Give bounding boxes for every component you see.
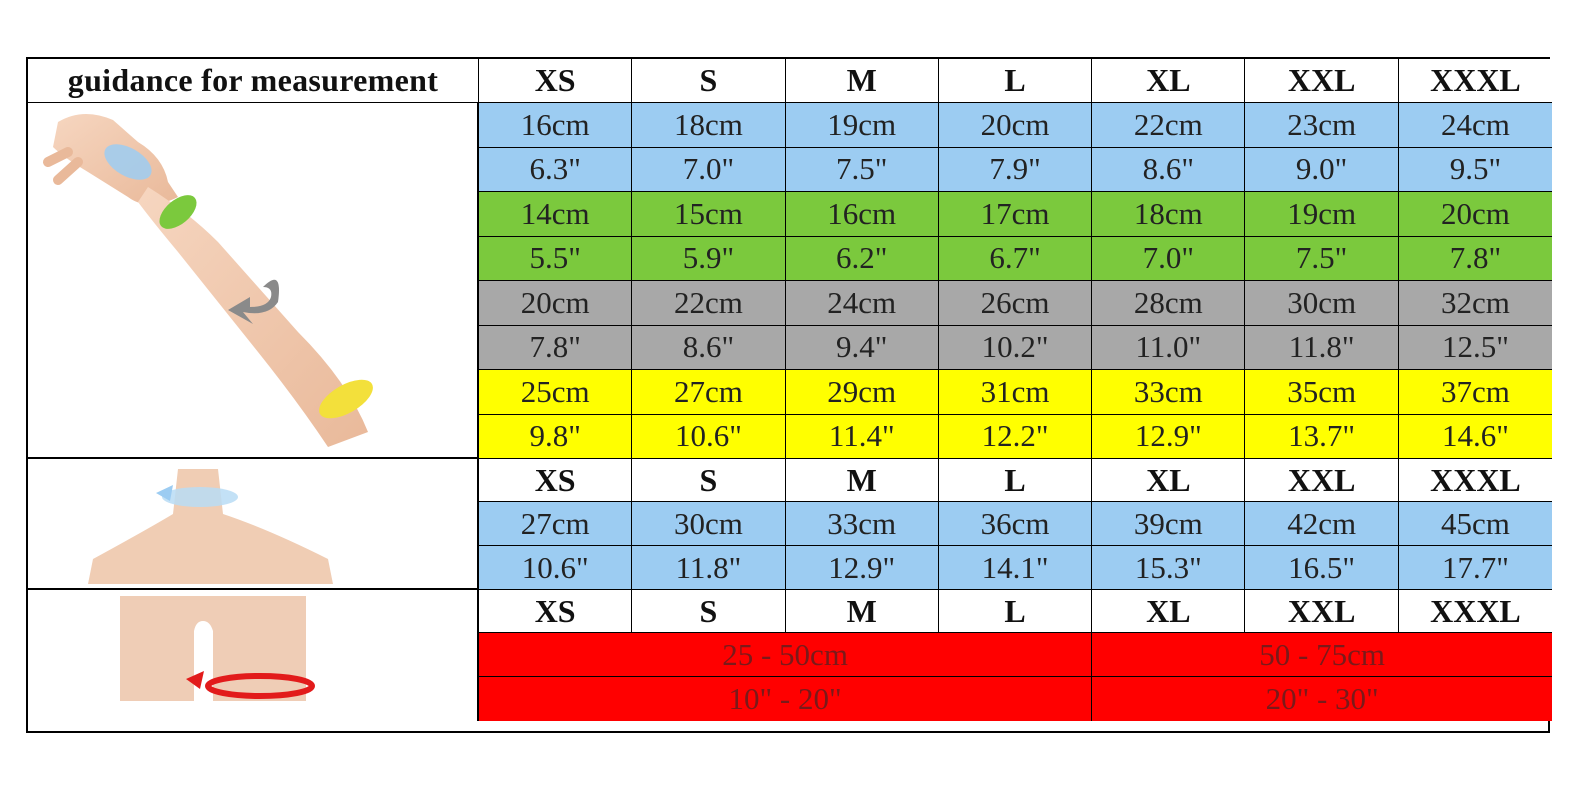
arm-row7-xs: 25cm <box>479 370 632 415</box>
arm-row2-s: 7.0" <box>632 148 785 193</box>
size-header-l: L <box>939 59 1092 103</box>
arm-row8-s: 10.6" <box>632 415 785 460</box>
thigh-size-xxxl: XXXL <box>1399 590 1552 633</box>
arm-row6-xxl: 11.8" <box>1245 326 1398 371</box>
arm-row5-s: 22cm <box>632 281 785 326</box>
arm-row2-xxxl: 9.5" <box>1399 148 1552 193</box>
thigh-size-m: M <box>786 590 939 633</box>
arm-row1-xs: 16cm <box>479 103 632 148</box>
neck-row1-l: 36cm <box>939 502 1092 546</box>
arm-row4-l: 6.7" <box>939 237 1092 282</box>
arm-row3-xxl: 19cm <box>1245 192 1398 237</box>
arm-row8-xs: 9.8" <box>479 415 632 460</box>
thigh-size-xl: XL <box>1092 590 1245 633</box>
arm-row1-s: 18cm <box>632 103 785 148</box>
arm-row8-xxl: 13.7" <box>1245 415 1398 460</box>
neck-row2-l: 14.1" <box>939 546 1092 590</box>
thigh-size-xxl: XXL <box>1245 590 1398 633</box>
arm-row8-xxxl: 14.6" <box>1399 415 1552 460</box>
arm-row7-s: 27cm <box>632 370 785 415</box>
neck-size-m: M <box>786 459 939 502</box>
arm-row6-s: 8.6" <box>632 326 785 371</box>
arm-row8-xl: 12.9" <box>1092 415 1245 460</box>
thigh-range-large-in: 20" - 30" <box>1092 677 1552 721</box>
neck-size-xl: XL <box>1092 459 1245 502</box>
arm-row4-xxl: 7.5" <box>1245 237 1398 282</box>
neck-row1-s: 30cm <box>632 502 785 546</box>
arm-row5-xxl: 30cm <box>1245 281 1398 326</box>
neck-icon <box>28 459 477 588</box>
arm-row5-m: 24cm <box>786 281 939 326</box>
size-chart <box>26 57 1550 733</box>
arm-row1-xxl: 23cm <box>1245 103 1398 148</box>
arm-icon <box>28 103 477 458</box>
arm-row3-xs: 14cm <box>479 192 632 237</box>
neck-row2-m: 12.9" <box>786 546 939 590</box>
size-header-s: S <box>632 59 785 103</box>
arm-row3-l: 17cm <box>939 192 1092 237</box>
arm-row1-xl: 22cm <box>1092 103 1245 148</box>
arm-row6-m: 9.4" <box>786 326 939 371</box>
arm-illustration <box>28 103 479 459</box>
neck-row2-xl: 15.3" <box>1092 546 1245 590</box>
thigh-range-small-cm: 25 - 50cm <box>479 633 1092 677</box>
arm-row7-m: 29cm <box>786 370 939 415</box>
arm-row6-xxxl: 12.5" <box>1399 326 1552 371</box>
arm-row2-l: 7.9" <box>939 148 1092 193</box>
neck-row1-xxl: 42cm <box>1245 502 1398 546</box>
neck-size-l: L <box>939 459 1092 502</box>
neck-size-s: S <box>632 459 785 502</box>
guidance-label: guidance for measurement <box>28 59 479 103</box>
size-header-xl: XL <box>1092 59 1245 103</box>
arm-row1-m: 19cm <box>786 103 939 148</box>
neck-row2-s: 11.8" <box>632 546 785 590</box>
neck-row1-xl: 39cm <box>1092 502 1245 546</box>
arm-row2-xxl: 9.0" <box>1245 148 1398 193</box>
thigh-range-large-cm: 50 - 75cm <box>1092 633 1552 677</box>
arm-row2-xs: 6.3" <box>479 148 632 193</box>
thigh-range-small-in: 10" - 20" <box>479 677 1092 721</box>
neck-illustration <box>28 459 479 590</box>
arm-row7-xl: 33cm <box>1092 370 1245 415</box>
thigh-size-xs: XS <box>479 590 632 633</box>
arm-row3-xl: 18cm <box>1092 192 1245 237</box>
neck-row2-xxxl: 17.7" <box>1399 546 1552 590</box>
arm-row8-l: 12.2" <box>939 415 1092 460</box>
neck-size-xs: XS <box>479 459 632 502</box>
thigh-icon <box>28 591 477 720</box>
arm-row7-xxxl: 37cm <box>1399 370 1552 415</box>
neck-row2-xs: 10.6" <box>479 546 632 590</box>
arm-row3-m: 16cm <box>786 192 939 237</box>
arm-row6-xs: 7.8" <box>479 326 632 371</box>
arm-row6-xl: 11.0" <box>1092 326 1245 371</box>
size-header-xs: XS <box>479 59 632 103</box>
neck-row1-xs: 27cm <box>479 502 632 546</box>
neck-row1-m: 33cm <box>786 502 939 546</box>
arm-row6-l: 10.2" <box>939 326 1092 371</box>
arm-row8-m: 11.4" <box>786 415 939 460</box>
thigh-illustration <box>28 590 479 721</box>
thigh-size-s: S <box>632 590 785 633</box>
arm-row4-xl: 7.0" <box>1092 237 1245 282</box>
neck-row1-xxxl: 45cm <box>1399 502 1552 546</box>
arm-row2-m: 7.5" <box>786 148 939 193</box>
arm-row5-l: 26cm <box>939 281 1092 326</box>
arm-row5-xxxl: 32cm <box>1399 281 1552 326</box>
arm-row4-xs: 5.5" <box>479 237 632 282</box>
arm-row4-s: 5.9" <box>632 237 785 282</box>
arm-row2-xl: 8.6" <box>1092 148 1245 193</box>
thigh-size-l: L <box>939 590 1092 633</box>
arm-row7-l: 31cm <box>939 370 1092 415</box>
neck-size-xxl: XXL <box>1245 459 1398 502</box>
arm-row4-m: 6.2" <box>786 237 939 282</box>
size-header-xxxl: XXXL <box>1399 59 1552 103</box>
arm-row1-xxxl: 24cm <box>1399 103 1552 148</box>
neck-size-xxxl: XXXL <box>1399 459 1552 502</box>
neck-row2-xxl: 16.5" <box>1245 546 1398 590</box>
arm-row5-xs: 20cm <box>479 281 632 326</box>
arm-row5-xl: 28cm <box>1092 281 1245 326</box>
size-header-xxl: XXL <box>1245 59 1398 103</box>
arm-row4-xxxl: 7.8" <box>1399 237 1552 282</box>
arm-row1-l: 20cm <box>939 103 1092 148</box>
arm-row7-xxl: 35cm <box>1245 370 1398 415</box>
arm-row3-xxxl: 20cm <box>1399 192 1552 237</box>
size-header-m: M <box>786 59 939 103</box>
arm-row3-s: 15cm <box>632 192 785 237</box>
